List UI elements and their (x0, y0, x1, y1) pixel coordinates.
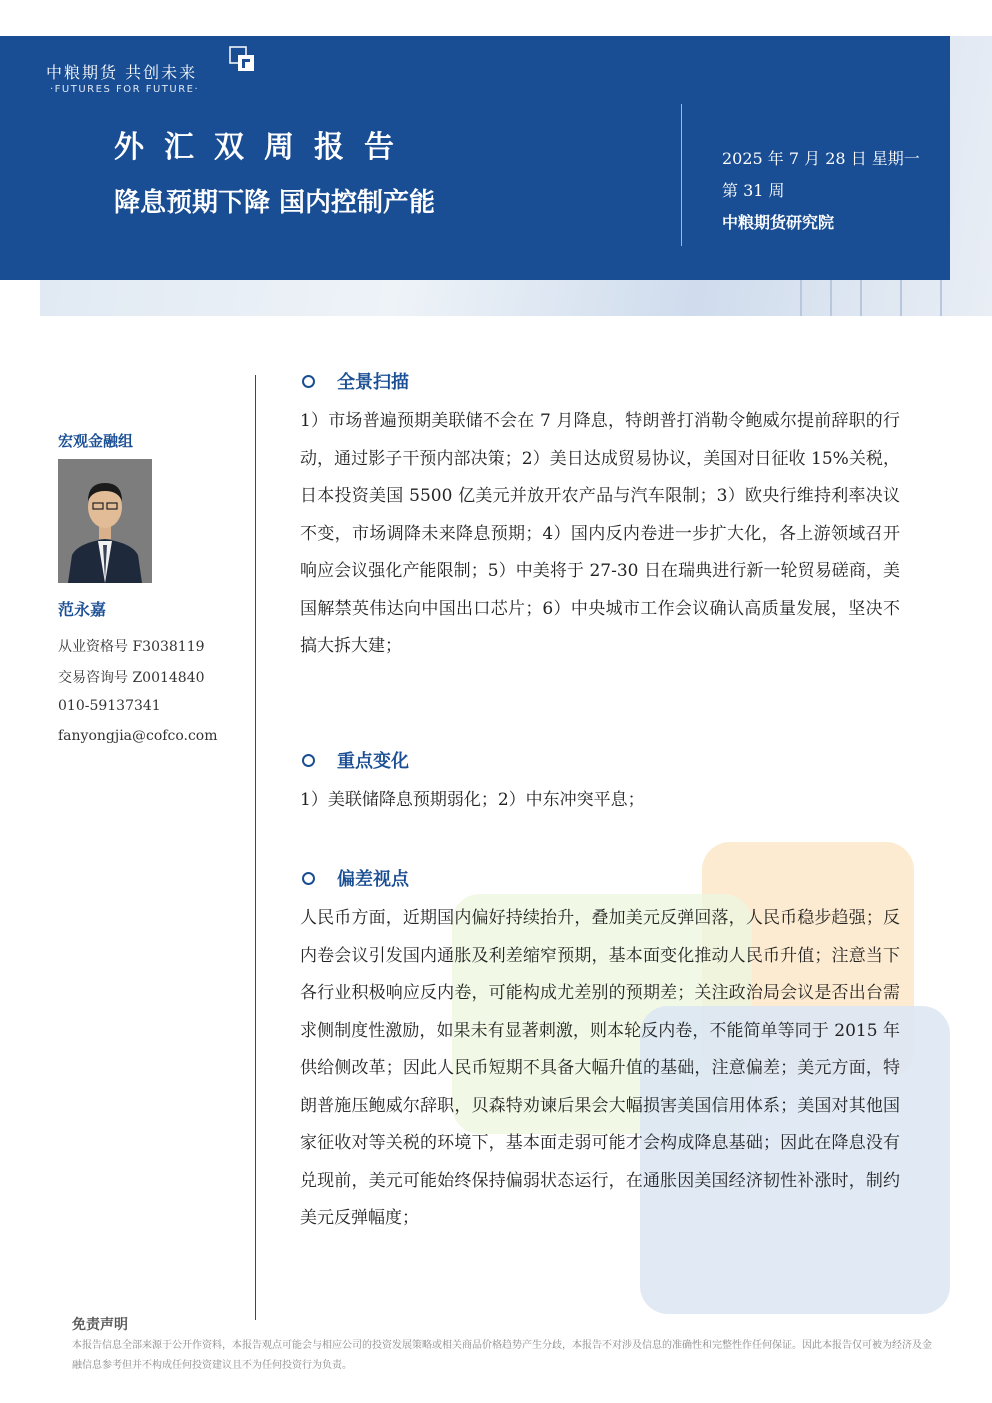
author-group: 宏观金融组 (58, 432, 134, 450)
header-divider (681, 104, 682, 246)
bullet-circle-icon (302, 375, 315, 388)
section-text-overview: 1）市场普遍预期美联储不会在 7 月降息，特朗普打消勒令鲍威尔提前辞职的行动，通过影子干预内部决策；2）美日达成贸易协议，美国对日征收 15%关税，日本投资美国 5500 亿美元并放开农产品与汽车限制；3）欧央行维持利率决议不变，市场调降未来降息预期；4）国内反内卷进一步扩大化，各上游领域召开响应会议强化产能限制；5）中美将于 27-30 日在瑞典进行新一轮贸易磋商，美国解禁英伟达向中国出口芯片；6）中央城市工作会议确认高质量发展，坚决不搞大拆大建； (300, 411, 900, 656)
report-date: 2025 年 7 月 28 日 星期一 (722, 149, 920, 168)
author-portrait-icon (58, 459, 152, 583)
bullet-circle-icon (302, 754, 315, 767)
author-photo (58, 459, 152, 583)
disclaimer-text: 本报告信息全部来源于公开作资料，本报告观点可能会与相应公司的投资发展策略或相关商品价格趋势产生分歧，本报告不对涉及信息的准确性和完整性作任何保证。因此本报告仅可被为经济及金融信息参考但并不构成任何投资建议且不为任何投资行为负责。 (72, 1340, 932, 1371)
section-text-bias: 人民币方面，近期国内偏好持续抬升，叠加美元反弹回落，人民币稳步趋强；反内卷会议引发国内通胀及利差缩窄预期，基本面变化推动人民币升值；注意当下各行业积极响应反内卷，可能构成尤差别的预期差；关注政治局会议是否出台需求侧制度性激励，如果未有显著刺激，则本轮反内卷，不能简单等同于 2015 年供给侧改革；因此人民币短期不具备大幅升值的基础，注意偏差；美元方面，特朗普施压鲍威尔辞职，贝森特劝谏后果会大幅损害美国信用体系；美国对其他国家征收对等关税的环境下，基本面走弱可能才会构成降息基础；因此在降息没有兑现前，美元可能始终保持偏弱状态运行，在通胀因美国经济韧性补涨时，制约美元反弹幅度； (300, 908, 900, 1228)
section-heading-bias: 偏差视点 (302, 865, 409, 891)
report-title: 外汇双周报告 (114, 130, 414, 165)
logo-mark-icon (229, 46, 255, 72)
report-week: 第 31 周 (722, 181, 785, 200)
logo-text: 中粮期货 共创未来 (46, 63, 198, 82)
report-subtitle: 降息预期下降 国内控制产能 (114, 188, 436, 218)
section-heading-changes: 重点变化 (302, 747, 409, 773)
author-license: 从业资格号 F3038119 (58, 639, 205, 655)
author-email[interactable]: fanyongjia@cofco.com (58, 728, 218, 744)
disclaimer-title: 免责声明 (72, 1317, 128, 1333)
bullet-circle-icon (302, 872, 315, 885)
section-text-changes: 1）美联储降息预期弱化；2）中东冲突平息； (300, 790, 645, 810)
sidebar-divider (255, 375, 256, 1320)
author-name: 范永嘉 (58, 600, 107, 619)
section-heading-overview: 全景扫描 (302, 368, 409, 394)
author-consult-number: 交易咨询号 Z0014840 (58, 670, 205, 686)
logo-tagline: ·FUTURES FOR FUTURE· (50, 84, 200, 95)
report-institute: 中粮期货研究院 (722, 213, 835, 232)
author-phone: 010-59137341 (58, 698, 161, 714)
